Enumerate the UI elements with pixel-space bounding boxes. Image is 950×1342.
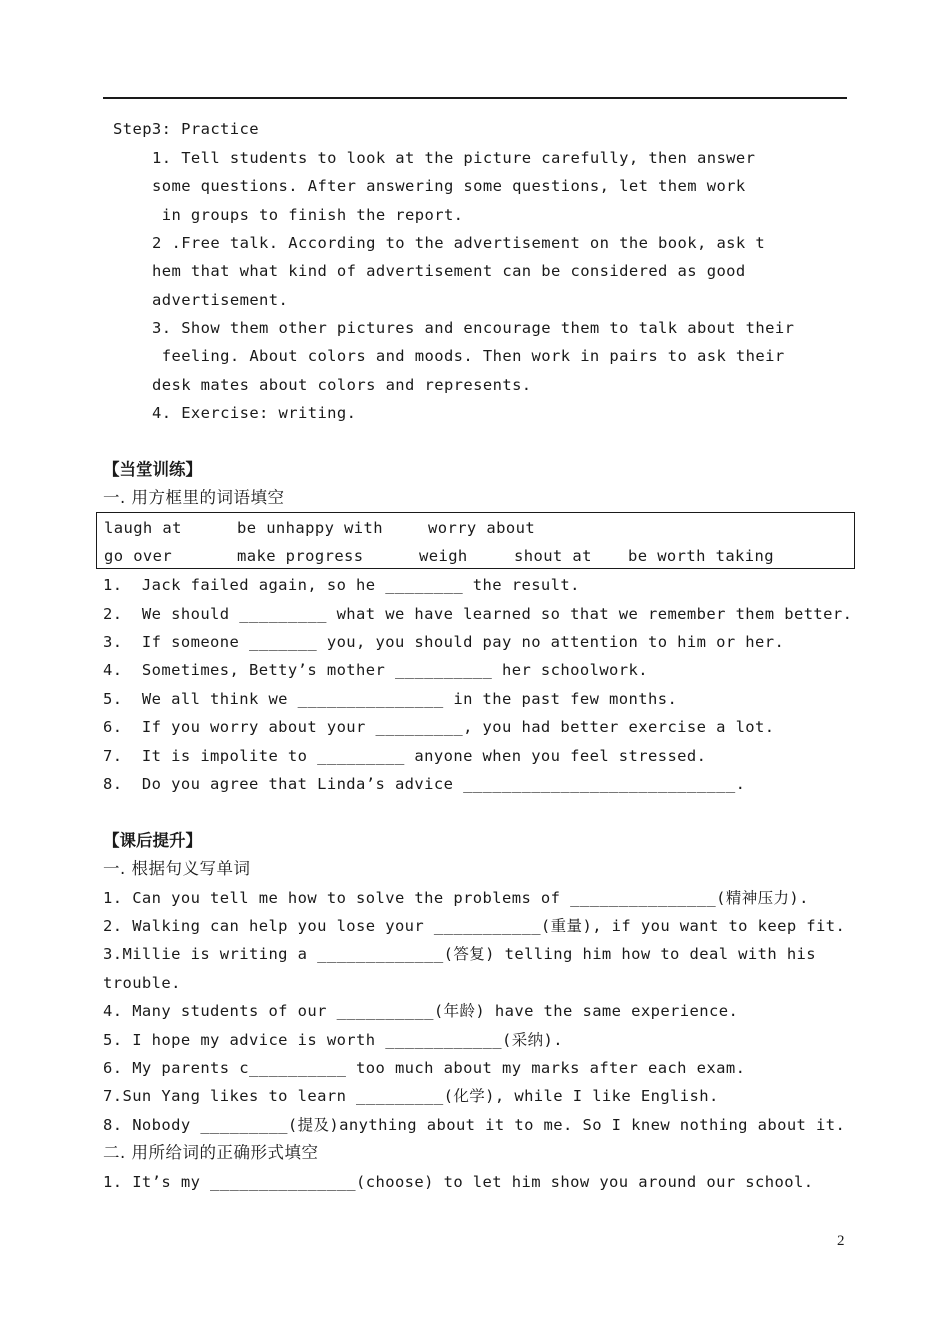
word-box-item: be worth taking	[628, 547, 774, 565]
exercise-line: 3.Millie is writing a _____________(答复) telling him how to deal with his	[103, 945, 817, 963]
step3-title: Step3: Practice	[113, 120, 259, 138]
step3-line: 1. Tell students to look at the picture carefully, then answer	[152, 149, 756, 167]
question-line: 8. Do you agree that Linda’s advice ____________________________.	[103, 775, 746, 793]
header-rule	[103, 97, 847, 99]
section-heading: 【课后提升】	[103, 831, 202, 850]
question-line: 5. We all think we _______________ in the past few months.	[103, 690, 678, 708]
step3-line: feeling. About colors and moods. Then work in pairs to ask their	[152, 347, 785, 365]
word-box-item: be unhappy with	[237, 519, 383, 537]
exercise-line: 5. I hope my advice is worth ____________(采纳).	[103, 1031, 563, 1049]
question-line: 7. It is impolite to _________ anyone when you feel stressed.	[103, 747, 707, 765]
section-title: 二. 用所给词的正确形式填空	[103, 1143, 319, 1162]
step3-line: 4. Exercise: writing.	[152, 404, 357, 422]
step3-line: hem that what kind of advertisement can be considered as good	[152, 262, 746, 280]
exercise-line: 2. Walking can help you lose your ___________(重量), if you want to keep fit.	[103, 917, 846, 935]
section-title: 一. 根据句义写单词	[103, 859, 251, 878]
word-box-item: shout at	[514, 547, 592, 565]
exercise-line: trouble.	[103, 974, 181, 992]
step3-line: desk mates about colors and represents.	[152, 376, 532, 394]
word-box-item: weigh	[419, 547, 468, 565]
question-line: 1. Jack failed again, so he ________ the result.	[103, 576, 580, 594]
exercise-line: 1. Can you tell me how to solve the problems of _______________(精神压力).	[103, 889, 809, 907]
step3-line: some questions. After answering some questions, let them work	[152, 177, 746, 195]
section-heading: 【当堂训练】	[103, 460, 202, 479]
section-title: 一. 用方框里的词语填空	[103, 488, 285, 507]
exercise-line: 6. My parents c__________ too much about my marks after each exam.	[103, 1059, 746, 1077]
step3-line: advertisement.	[152, 291, 289, 309]
page-number: 2	[837, 1233, 845, 1249]
exercise-line: 1. It’s my _______________(choose) to let him show you around our school.	[103, 1173, 814, 1191]
exercise-line: 7.Sun Yang likes to learn _________(化学), while I like English.	[103, 1087, 719, 1105]
question-line: 4. Sometimes, Betty’s mother __________ her schoolwork.	[103, 661, 648, 679]
question-line: 6. If you worry about your _________, you had better exercise a lot.	[103, 718, 775, 736]
step3-line: in groups to finish the report.	[152, 206, 464, 224]
step3-line: 2 .Free talk. According to the advertisement on the book, ask t	[152, 234, 766, 252]
word-box-item: make progress	[237, 547, 364, 565]
exercise-line: 4. Many students of our __________(年龄) have the same experience.	[103, 1002, 739, 1020]
word-box-item: laugh at	[104, 519, 182, 537]
question-line: 3. If someone _______ you, you should pay no attention to him or her.	[103, 633, 785, 651]
word-box-item: go over	[104, 547, 173, 565]
exercise-line: 8. Nobody _________(提及)anything about it to me. So I knew nothing about it.	[103, 1116, 846, 1134]
word-box-item: worry about	[428, 519, 536, 537]
step3-line: 3. Show them other pictures and encourage them to talk about their	[152, 319, 795, 337]
question-line: 2. We should _________ what we have learned so that we remember them better.	[103, 605, 853, 623]
